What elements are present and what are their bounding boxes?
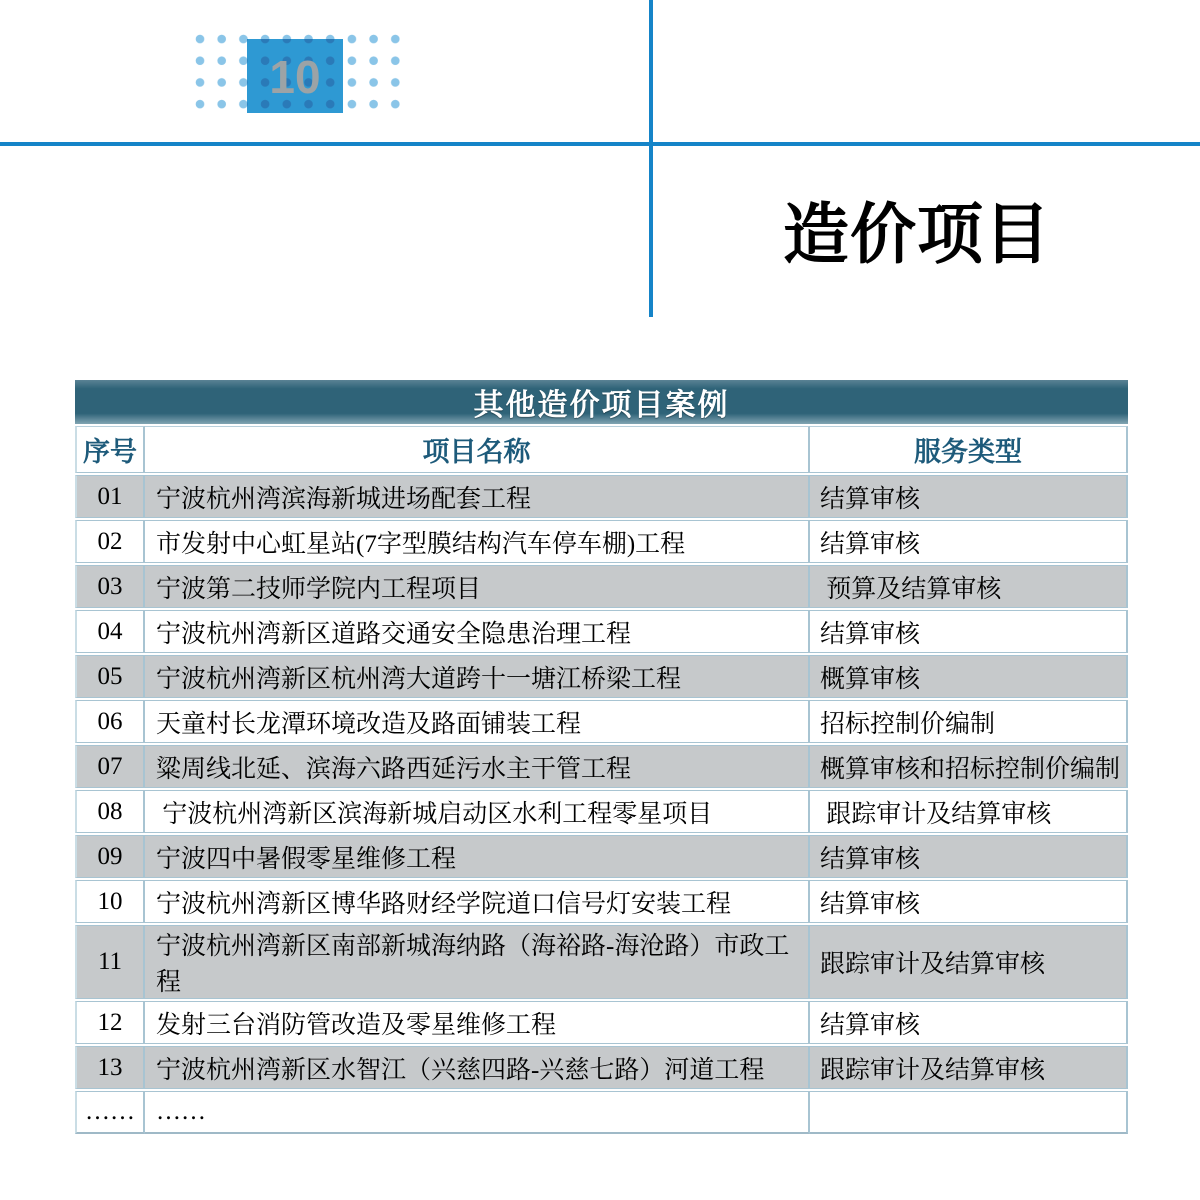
- cell-project-name: 粱周线北延、滨海六路西延污水主干管工程: [145, 745, 810, 788]
- cell-service-type: 跟踪审计及结算审核: [810, 790, 1128, 833]
- table-row: [75, 925, 1128, 999]
- cell-project-name: 天童村长龙潭环境改造及路面铺装工程: [145, 700, 810, 743]
- table-row: [75, 835, 1128, 878]
- table-row: [75, 1046, 1128, 1089]
- cell-project-name: 宁波杭州湾新区杭州湾大道跨十一塘江桥梁工程: [145, 655, 810, 698]
- cell-service-type: 结算审核: [810, 1001, 1128, 1044]
- table-row: [75, 745, 1128, 788]
- cell-service-type: 概算审核和招标控制价编制: [810, 745, 1128, 788]
- table-row: [75, 700, 1128, 743]
- table-row: [75, 880, 1128, 923]
- cell-service-type: 概算审核: [810, 655, 1128, 698]
- cell-no: ……: [75, 1091, 145, 1134]
- cell-no: 08: [75, 790, 145, 833]
- table-row: [75, 520, 1128, 563]
- table-row: [75, 1091, 1128, 1134]
- cell-service-type: 结算审核: [810, 880, 1128, 923]
- cell-service-type: 结算审核: [810, 835, 1128, 878]
- table-row: [75, 790, 1128, 833]
- cell-service-type: 结算审核: [810, 610, 1128, 653]
- cell-project-name: 宁波杭州湾新区水智江（兴慈四路-兴慈七路）河道工程: [145, 1046, 810, 1089]
- table-row: [75, 565, 1128, 608]
- cell-project-name: ……: [145, 1091, 810, 1134]
- cell-no: 09: [75, 835, 145, 878]
- cell-no: 03: [75, 565, 145, 608]
- cell-service-type: 招标控制价编制: [810, 700, 1128, 743]
- cell-no: 06: [75, 700, 145, 743]
- cell-no: 04: [75, 610, 145, 653]
- cell-project-name: 宁波杭州湾新区南部新城海纳路（海裕路-海沧路）市政工程: [145, 925, 810, 999]
- table-row: [75, 610, 1128, 653]
- horizontal-divider-line: [0, 142, 1200, 146]
- cell-no: 10: [75, 880, 145, 923]
- table-caption: 其他造价项目案例: [75, 380, 1128, 424]
- table-header-row: [75, 426, 1128, 473]
- cell-project-name: 宁波杭州湾新区道路交通安全隐患治理工程: [145, 610, 810, 653]
- table-row: [75, 1001, 1128, 1044]
- cell-project-name: 宁波四中暑假零星维修工程: [145, 835, 810, 878]
- cell-project-name: 宁波杭州湾新区博华路财经学院道口信号灯安装工程: [145, 880, 810, 923]
- cell-no: 07: [75, 745, 145, 788]
- cell-project-name: 宁波杭州湾新区滨海新城启动区水利工程零星项目: [145, 790, 810, 833]
- cell-no: 12: [75, 1001, 145, 1044]
- page-number-badge: [192, 31, 404, 115]
- page-title: 造价项目: [783, 197, 1051, 271]
- table-row: [75, 475, 1128, 518]
- column-header-name: 项目名称: [145, 426, 810, 473]
- column-header-no: 序号: [75, 426, 145, 473]
- cell-project-name: 宁波第二技师学院内工程项目: [145, 565, 810, 608]
- page-number: 10: [269, 51, 321, 103]
- cell-service-type: 跟踪审计及结算审核: [810, 1046, 1128, 1089]
- cell-no: 05: [75, 655, 145, 698]
- vertical-divider-line: [649, 0, 653, 317]
- cell-service-type: 跟踪审计及结算审核: [810, 925, 1128, 999]
- column-header-service: 服务类型: [810, 426, 1128, 473]
- cell-project-name: 发射三台消防管改造及零星维修工程: [145, 1001, 810, 1044]
- cell-service-type: 预算及结算审核: [810, 565, 1128, 608]
- cell-no: 01: [75, 475, 145, 518]
- cell-service-type: 结算审核: [810, 520, 1128, 563]
- table-body: [75, 475, 1128, 1134]
- cell-no: 11: [75, 925, 145, 999]
- cell-no: 02: [75, 520, 145, 563]
- cell-service-type: [810, 1091, 1128, 1134]
- cell-project-name: 宁波杭州湾滨海新城进场配套工程: [145, 475, 810, 518]
- cell-no: 13: [75, 1046, 145, 1089]
- cell-service-type: 结算审核: [810, 475, 1128, 518]
- table-row: [75, 655, 1128, 698]
- projects-table-container: [75, 378, 1128, 1136]
- cell-project-name: 市发射中心虹星站(7字型膜结构汽车停车棚)工程: [145, 520, 810, 563]
- projects-table: [75, 378, 1128, 1136]
